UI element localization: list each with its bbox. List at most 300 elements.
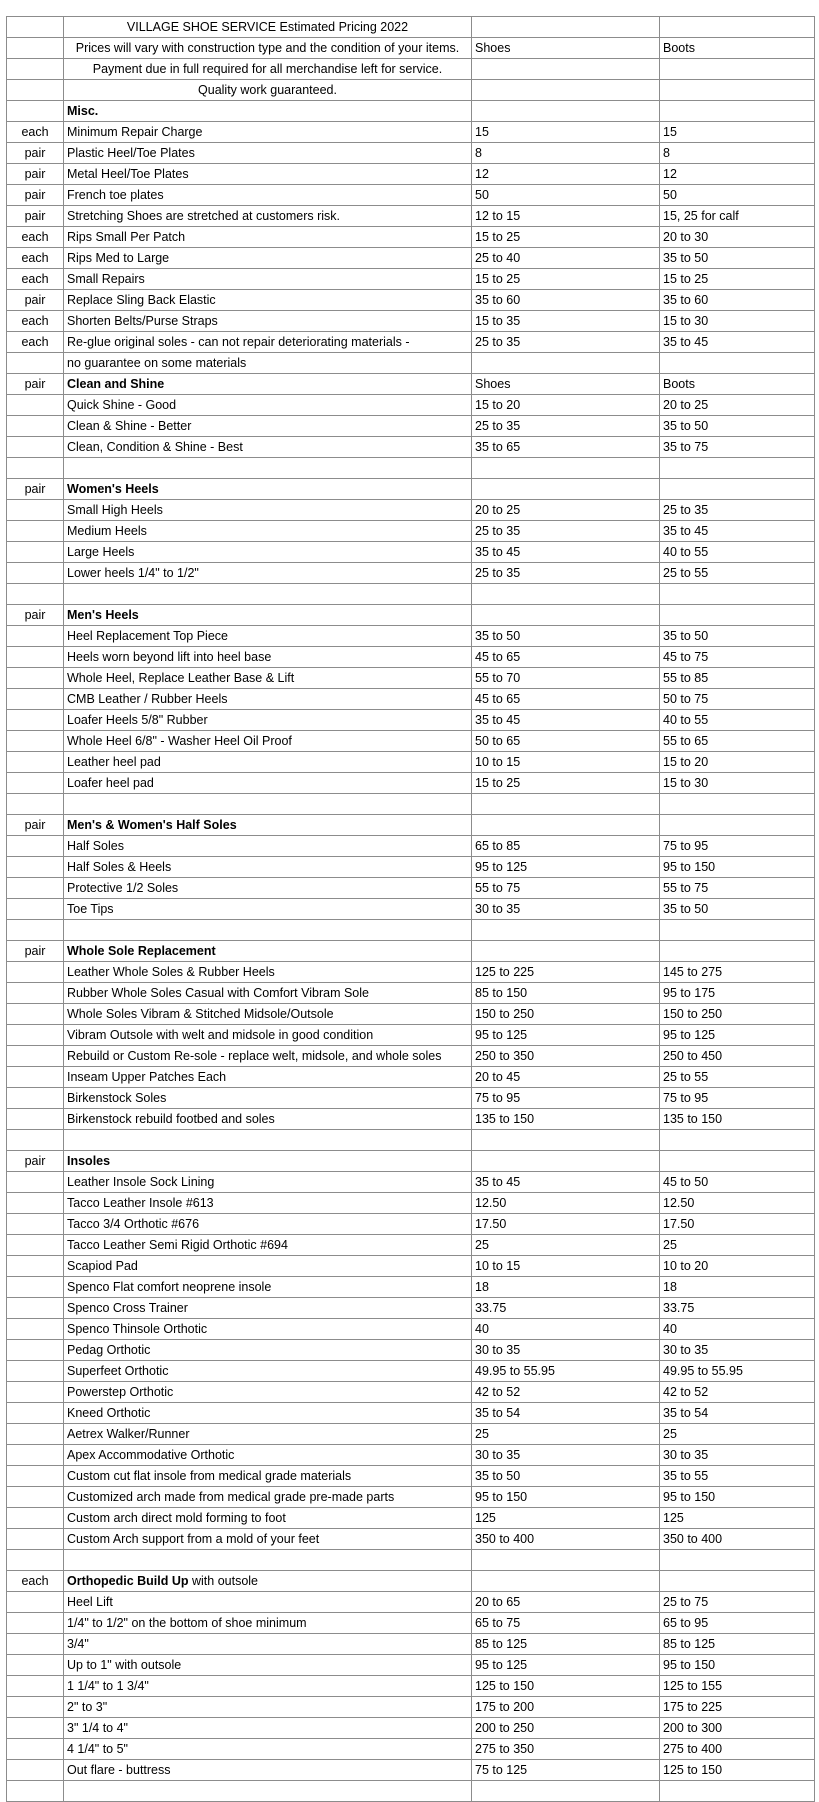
table-row <box>7 1529 815 1550</box>
service-description: Toe Tips <box>64 899 472 920</box>
boots-price-cell: 15 to 30 <box>660 311 815 332</box>
service-description: Leather Whole Soles & Rubber Heels <box>64 962 472 983</box>
service-description: Replace Sling Back Elastic <box>64 290 472 311</box>
boots-price-cell: 10 to 20 <box>660 1256 815 1277</box>
boots-price-cell: 150 to 250 <box>660 1004 815 1025</box>
shoes-price-cell: 10 to 15 <box>472 1256 660 1277</box>
shoes-price-cell: Shoes <box>472 374 660 395</box>
shoes-price-cell <box>472 59 660 80</box>
service-description: Rips Med to Large <box>64 248 472 269</box>
service-description: Protective 1/2 Soles <box>64 878 472 899</box>
table-row <box>7 1193 815 1214</box>
shoes-price-cell: 15 <box>472 122 660 143</box>
shoes-price-cell: 35 to 60 <box>472 290 660 311</box>
shoes-price-cell: 125 to 225 <box>472 962 660 983</box>
shoes-price-cell: 125 to 150 <box>472 1676 660 1697</box>
unit-cell <box>7 1361 64 1382</box>
shoes-price-cell: 35 to 54 <box>472 1403 660 1424</box>
service-description: 1 1/4" to 1 3/4" <box>64 1676 472 1697</box>
service-description: Vibram Outsole with welt and midsole in good condition <box>64 1025 472 1046</box>
shoes-price-cell: 95 to 150 <box>472 1487 660 1508</box>
table-row <box>7 605 815 626</box>
boots-price-cell: 15, 25 for calf <box>660 206 815 227</box>
unit-cell: pair <box>7 941 64 962</box>
shoes-price-cell: 35 to 45 <box>472 710 660 731</box>
boots-price-cell: 135 to 150 <box>660 1109 815 1130</box>
shoes-price-cell: 25 to 40 <box>472 248 660 269</box>
boots-price-cell: Boots <box>660 374 815 395</box>
unit-cell <box>7 920 64 941</box>
unit-cell <box>7 458 64 479</box>
boots-price-cell: 12.50 <box>660 1193 815 1214</box>
table-row <box>7 752 815 773</box>
shoes-price-cell: 250 to 350 <box>472 1046 660 1067</box>
boots-price-cell: 15 to 25 <box>660 269 815 290</box>
price-table-body <box>7 17 815 1802</box>
unit-cell: each <box>7 332 64 353</box>
service-description: Clean & Shine - Better <box>64 416 472 437</box>
boots-price-cell: 20 to 25 <box>660 395 815 416</box>
shoes-price-cell: 42 to 52 <box>472 1382 660 1403</box>
shoes-price-cell: 50 <box>472 185 660 206</box>
table-row <box>7 1571 815 1592</box>
unit-cell: pair <box>7 206 64 227</box>
unit-cell: pair <box>7 164 64 185</box>
boots-price-cell: 25 <box>660 1424 815 1445</box>
unit-cell <box>7 1508 64 1529</box>
shoes-price-cell: 15 to 25 <box>472 227 660 248</box>
unit-cell <box>7 1697 64 1718</box>
unit-cell <box>7 521 64 542</box>
unit-cell <box>7 395 64 416</box>
table-row <box>7 920 815 941</box>
boots-price-cell: 30 to 35 <box>660 1340 815 1361</box>
service-description: Birkenstock rebuild footbed and soles <box>64 1109 472 1130</box>
service-description: Rebuild or Custom Re-sole - replace welt, midsole, and whole soles <box>64 1046 472 1067</box>
table-row <box>7 815 815 836</box>
table-row <box>7 1256 815 1277</box>
table-row <box>7 773 815 794</box>
table-row <box>7 1277 815 1298</box>
shoes-price-cell <box>472 794 660 815</box>
section-heading: Whole Sole Replacement <box>64 941 472 962</box>
table-row <box>7 17 815 38</box>
unit-cell: each <box>7 248 64 269</box>
boots-price-cell <box>660 794 815 815</box>
table-row <box>7 206 815 227</box>
table-row <box>7 1550 815 1571</box>
boots-price-cell <box>660 17 815 38</box>
unit-cell: pair <box>7 1151 64 1172</box>
service-description <box>64 794 472 815</box>
unit-cell <box>7 1403 64 1424</box>
unit-cell <box>7 563 64 584</box>
table-row <box>7 1508 815 1529</box>
service-description: Whole Soles Vibram & Stitched Midsole/Outsole <box>64 1004 472 1025</box>
service-description: Up to 1" with outsole <box>64 1655 472 1676</box>
boots-price-cell: 125 <box>660 1508 815 1529</box>
unit-cell <box>7 1193 64 1214</box>
table-row <box>7 59 815 80</box>
table-row <box>7 1046 815 1067</box>
table-row <box>7 1109 815 1130</box>
table-row <box>7 143 815 164</box>
table-row <box>7 122 815 143</box>
shoes-price-cell: 55 to 70 <box>472 668 660 689</box>
unit-cell: each <box>7 122 64 143</box>
service-description: Powerstep Orthotic <box>64 1382 472 1403</box>
service-description: Loafer heel pad <box>64 773 472 794</box>
unit-cell <box>7 1613 64 1634</box>
table-row <box>7 1403 815 1424</box>
unit-cell: each <box>7 269 64 290</box>
unit-cell <box>7 1172 64 1193</box>
service-description: Tacco 3/4 Orthotic #676 <box>64 1214 472 1235</box>
boots-price-cell: 55 to 65 <box>660 731 815 752</box>
table-row <box>7 1235 815 1256</box>
table-row <box>7 1130 815 1151</box>
boots-price-cell: 42 to 52 <box>660 1382 815 1403</box>
section-heading: Men's & Women's Half Soles <box>64 815 472 836</box>
service-description: Tacco Leather Insole #613 <box>64 1193 472 1214</box>
table-row <box>7 1613 815 1634</box>
boots-price-cell <box>660 815 815 836</box>
shoes-price-cell: 12 to 15 <box>472 206 660 227</box>
unit-cell <box>7 542 64 563</box>
unit-cell <box>7 668 64 689</box>
unit-cell <box>7 1130 64 1151</box>
service-description: Large Heels <box>64 542 472 563</box>
table-row <box>7 1067 815 1088</box>
service-description: Rips Small Per Patch <box>64 227 472 248</box>
table-row <box>7 1466 815 1487</box>
boots-price-cell: 35 to 75 <box>660 437 815 458</box>
service-description: CMB Leather / Rubber Heels <box>64 689 472 710</box>
boots-price-cell: 40 to 55 <box>660 542 815 563</box>
boots-price-cell: 40 to 55 <box>660 710 815 731</box>
unit-cell <box>7 710 64 731</box>
shoes-price-cell <box>472 479 660 500</box>
service-description <box>64 1550 472 1571</box>
boots-price-cell: 35 to 50 <box>660 416 815 437</box>
service-description <box>64 1130 472 1151</box>
service-description: Custom cut flat insole from medical grade materials <box>64 1466 472 1487</box>
boots-price-cell: 20 to 30 <box>660 227 815 248</box>
shoes-price-cell: 35 to 50 <box>472 626 660 647</box>
boots-price-cell: 35 to 60 <box>660 290 815 311</box>
shoes-price-cell: 49.95 to 55.95 <box>472 1361 660 1382</box>
table-row <box>7 1025 815 1046</box>
shoes-price-cell: 275 to 350 <box>472 1739 660 1760</box>
table-row <box>7 878 815 899</box>
section-heading: Women's Heels <box>64 479 472 500</box>
boots-price-cell: 49.95 to 55.95 <box>660 1361 815 1382</box>
table-row <box>7 668 815 689</box>
shoes-price-cell: 25 to 35 <box>472 521 660 542</box>
unit-cell <box>7 1214 64 1235</box>
shoes-price-cell: 15 to 25 <box>472 269 660 290</box>
unit-cell <box>7 584 64 605</box>
shoes-price-cell: 95 to 125 <box>472 1025 660 1046</box>
table-row <box>7 416 815 437</box>
service-description: Custom arch direct mold forming to foot <box>64 1508 472 1529</box>
section-heading: Clean and Shine <box>64 374 472 395</box>
boots-price-cell: 95 to 150 <box>660 1655 815 1676</box>
unit-cell <box>7 1298 64 1319</box>
shoes-price-cell: 150 to 250 <box>472 1004 660 1025</box>
boots-price-cell: 15 to 30 <box>660 773 815 794</box>
service-description <box>64 1781 472 1802</box>
boots-price-cell: 15 <box>660 122 815 143</box>
table-row <box>7 710 815 731</box>
unit-cell <box>7 1109 64 1130</box>
unit-cell <box>7 437 64 458</box>
table-row <box>7 395 815 416</box>
table-row <box>7 1487 815 1508</box>
shoes-price-cell: 75 to 95 <box>472 1088 660 1109</box>
table-row <box>7 500 815 521</box>
boots-price-cell: 12 <box>660 164 815 185</box>
service-description: Leather heel pad <box>64 752 472 773</box>
table-row <box>7 1781 815 1802</box>
service-description: Rubber Whole Soles Casual with Comfort Vibram Sole <box>64 983 472 1004</box>
service-description: Half Soles & Heels <box>64 857 472 878</box>
shoes-price-cell: 135 to 150 <box>472 1109 660 1130</box>
shoes-price-cell: 40 <box>472 1319 660 1340</box>
service-description: 2" to 3" <box>64 1697 472 1718</box>
boots-price-cell: 75 to 95 <box>660 1088 815 1109</box>
service-description: Inseam Upper Patches Each <box>64 1067 472 1088</box>
section-heading: Orthopedic Build Up <box>67 1574 189 1588</box>
shoes-price-cell <box>472 584 660 605</box>
shoes-price-cell: 75 to 125 <box>472 1760 660 1781</box>
table-row <box>7 983 815 1004</box>
boots-price-cell <box>660 920 815 941</box>
unit-cell <box>7 1592 64 1613</box>
boots-price-cell: 95 to 150 <box>660 1487 815 1508</box>
unit-cell: pair <box>7 374 64 395</box>
shoes-price-cell: 20 to 45 <box>472 1067 660 1088</box>
table-row <box>7 836 815 857</box>
shoes-price-cell <box>472 17 660 38</box>
table-row <box>7 689 815 710</box>
service-description: 3" 1/4 to 4" <box>64 1718 472 1739</box>
table-row <box>7 1340 815 1361</box>
shoes-price-cell <box>472 1550 660 1571</box>
table-row <box>7 857 815 878</box>
unit-cell <box>7 38 64 59</box>
boots-price-cell: 85 to 125 <box>660 1634 815 1655</box>
service-description <box>64 920 472 941</box>
shoes-price-cell: 35 to 45 <box>472 1172 660 1193</box>
shoes-price-cell: 25 <box>472 1235 660 1256</box>
boots-price-cell: 25 to 55 <box>660 563 815 584</box>
table-row <box>7 38 815 59</box>
table-row <box>7 311 815 332</box>
boots-price-cell: 200 to 300 <box>660 1718 815 1739</box>
header-note: Payment due in full required for all merchandise left for service. <box>64 59 472 80</box>
service-description: Lower heels 1/4" to 1/2" <box>64 563 472 584</box>
shoes-price-cell: 125 <box>472 1508 660 1529</box>
table-row <box>7 731 815 752</box>
boots-price-cell: 33.75 <box>660 1298 815 1319</box>
shoes-price-cell: 8 <box>472 143 660 164</box>
unit-cell <box>7 857 64 878</box>
section-subheading: with outsole <box>188 1574 259 1588</box>
shoes-price-cell <box>472 353 660 374</box>
service-description: Custom Arch support from a mold of your feet <box>64 1529 472 1550</box>
service-description: Scapiod Pad <box>64 1256 472 1277</box>
boots-price-cell <box>660 353 815 374</box>
boots-price-cell: 35 to 45 <box>660 332 815 353</box>
unit-cell <box>7 647 64 668</box>
table-row <box>7 962 815 983</box>
service-description: Loafer Heels 5/8" Rubber <box>64 710 472 731</box>
boots-price-cell <box>660 80 815 101</box>
table-row <box>7 794 815 815</box>
table-row <box>7 584 815 605</box>
boots-price-cell: 35 to 50 <box>660 899 815 920</box>
shoes-price-cell: 25 to 35 <box>472 332 660 353</box>
table-row <box>7 1445 815 1466</box>
boots-price-cell: 35 to 50 <box>660 248 815 269</box>
service-description: Whole Heel 6/8" - Washer Heel Oil Proof <box>64 731 472 752</box>
shoes-price-cell: 15 to 20 <box>472 395 660 416</box>
boots-price-cell: 17.50 <box>660 1214 815 1235</box>
unit-cell <box>7 836 64 857</box>
shoes-price-cell: 85 to 150 <box>472 983 660 1004</box>
table-row <box>7 647 815 668</box>
header-note: VILLAGE SHOE SERVICE Estimated Pricing 2022 <box>64 17 472 38</box>
service-description: Tacco Leather Semi Rigid Orthotic #694 <box>64 1235 472 1256</box>
unit-cell: pair <box>7 605 64 626</box>
service-description: Small High Heels <box>64 500 472 521</box>
boots-price-cell: 145 to 275 <box>660 962 815 983</box>
boots-price-cell: 95 to 150 <box>660 857 815 878</box>
shoes-price-cell <box>472 80 660 101</box>
service-description: Heels worn beyond lift into heel base <box>64 647 472 668</box>
boots-price-cell <box>660 941 815 962</box>
table-row <box>7 1424 815 1445</box>
table-row <box>7 1592 815 1613</box>
shoes-price-cell <box>472 101 660 122</box>
table-row <box>7 1739 815 1760</box>
shoes-price-cell: 18 <box>472 1277 660 1298</box>
section-heading: Insoles <box>64 1151 472 1172</box>
service-description: Medium Heels <box>64 521 472 542</box>
price-sheet <box>6 16 814 1802</box>
unit-cell <box>7 1655 64 1676</box>
boots-price-cell: 95 to 175 <box>660 983 815 1004</box>
shoes-price-cell: 25 <box>472 1424 660 1445</box>
table-row <box>7 626 815 647</box>
unit-cell <box>7 1025 64 1046</box>
service-description: Clean, Condition & Shine - Best <box>64 437 472 458</box>
section-heading: Misc. <box>64 101 472 122</box>
section-heading: Men's Heels <box>64 605 472 626</box>
boots-price-cell: 250 to 450 <box>660 1046 815 1067</box>
shoes-price-cell: 17.50 <box>472 1214 660 1235</box>
boots-price-cell: 35 to 54 <box>660 1403 815 1424</box>
table-row <box>7 1298 815 1319</box>
shoes-price-cell: 30 to 35 <box>472 1445 660 1466</box>
boots-price-cell: 40 <box>660 1319 815 1340</box>
unit-cell <box>7 878 64 899</box>
shoes-price-cell: 10 to 15 <box>472 752 660 773</box>
shoes-price-cell: 12.50 <box>472 1193 660 1214</box>
boots-price-cell: 175 to 225 <box>660 1697 815 1718</box>
shoes-price-cell: 20 to 65 <box>472 1592 660 1613</box>
boots-price-cell: 50 to 75 <box>660 689 815 710</box>
shoes-price-cell: 200 to 250 <box>472 1718 660 1739</box>
table-row <box>7 353 815 374</box>
unit-cell <box>7 773 64 794</box>
table-row <box>7 458 815 479</box>
unit-cell <box>7 1004 64 1025</box>
boots-price-cell: 8 <box>660 143 815 164</box>
service-description <box>64 584 472 605</box>
service-description: 3/4" <box>64 1634 472 1655</box>
unit-cell <box>7 794 64 815</box>
table-row <box>7 1718 815 1739</box>
shoes-price-cell: 35 to 65 <box>472 437 660 458</box>
boots-price-cell: 55 to 75 <box>660 878 815 899</box>
service-description: Out flare - buttress <box>64 1760 472 1781</box>
shoes-price-cell: Shoes <box>472 38 660 59</box>
service-description <box>64 458 472 479</box>
table-row <box>7 1151 815 1172</box>
table-row <box>7 941 815 962</box>
unit-cell <box>7 1529 64 1550</box>
service-description: Aetrex Walker/Runner <box>64 1424 472 1445</box>
unit-cell <box>7 1256 64 1277</box>
boots-price-cell: 50 <box>660 185 815 206</box>
service-description: Heel Replacement Top Piece <box>64 626 472 647</box>
table-row <box>7 563 815 584</box>
service-description: Plastic Heel/Toe Plates <box>64 143 472 164</box>
service-description: 1/4" to 1/2" on the bottom of shoe minimum <box>64 1613 472 1634</box>
service-description: Pedag Orthotic <box>64 1340 472 1361</box>
boots-price-cell <box>660 605 815 626</box>
boots-price-cell: 35 to 55 <box>660 1466 815 1487</box>
shoes-price-cell: 45 to 65 <box>472 647 660 668</box>
boots-price-cell: 30 to 35 <box>660 1445 815 1466</box>
service-description: Metal Heel/Toe Plates <box>64 164 472 185</box>
boots-price-cell: Boots <box>660 38 815 59</box>
service-description: 4 1/4" to 5" <box>64 1739 472 1760</box>
boots-price-cell: 125 to 150 <box>660 1760 815 1781</box>
shoes-price-cell <box>472 941 660 962</box>
shoes-price-cell: 12 <box>472 164 660 185</box>
shoes-price-cell <box>472 1130 660 1151</box>
unit-cell <box>7 1067 64 1088</box>
unit-cell <box>7 101 64 122</box>
unit-cell <box>7 899 64 920</box>
service-description: Half Soles <box>64 836 472 857</box>
unit-cell <box>7 1319 64 1340</box>
shoes-price-cell: 15 to 35 <box>472 311 660 332</box>
boots-price-cell: 25 <box>660 1235 815 1256</box>
service-description: Heel Lift <box>64 1592 472 1613</box>
shoes-price-cell <box>472 920 660 941</box>
unit-cell <box>7 17 64 38</box>
table-row <box>7 1697 815 1718</box>
service-description: Apex Accommodative Orthotic <box>64 1445 472 1466</box>
unit-cell: pair <box>7 479 64 500</box>
table-row <box>7 1760 815 1781</box>
boots-price-cell: 25 to 75 <box>660 1592 815 1613</box>
shoes-price-cell: 65 to 75 <box>472 1613 660 1634</box>
